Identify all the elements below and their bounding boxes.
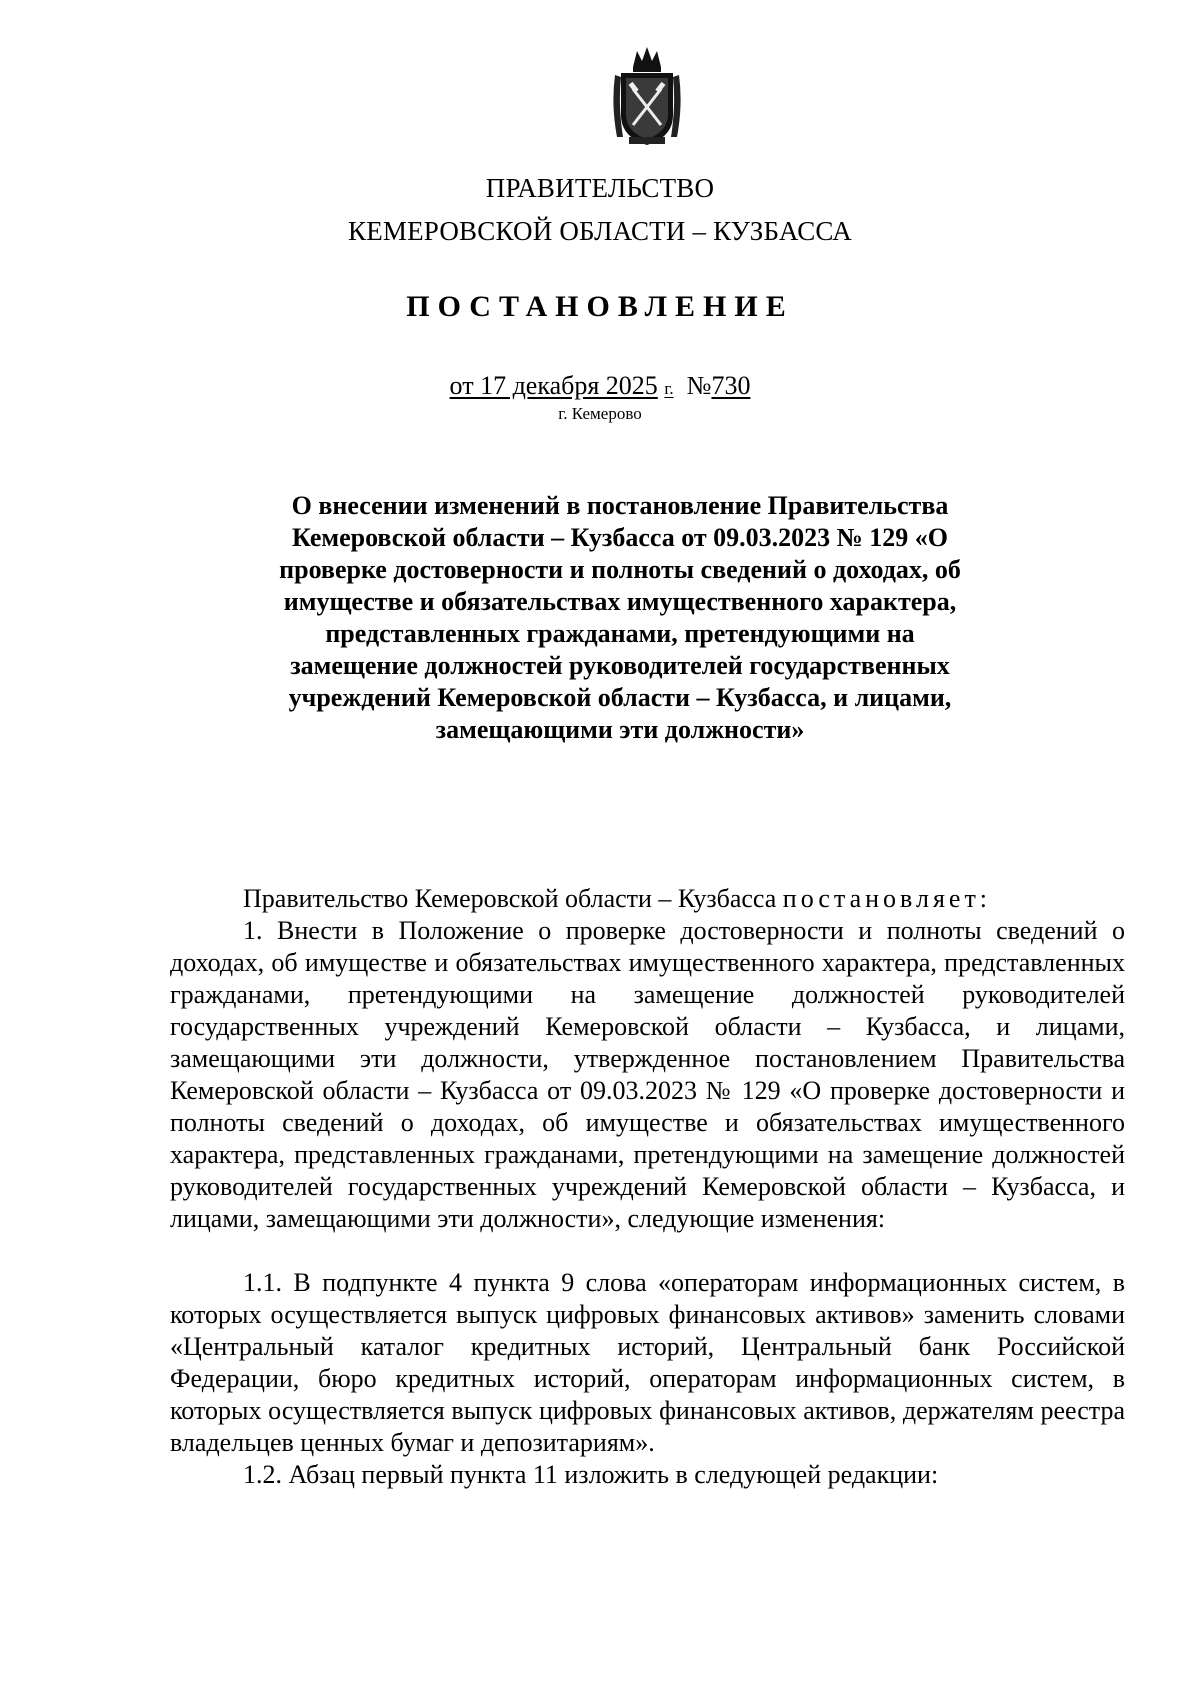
document-type: ПОСТАНОВЛЕНИЕ [406, 290, 794, 323]
preamble-verb: постановляет: [782, 884, 992, 913]
government-name-line1: ПРАВИТЕЛЬСТВО [485, 173, 715, 203]
preamble-text: Правительство Кемеровской области – Кузбасса [243, 884, 777, 913]
document-number: 730 [711, 371, 751, 400]
paragraph-1: 1. Внести в Положение о проверке достоверности и полноты сведений о доходах, об имуществе и обязательствах имущественного характера, представленных гражданами, претендующими на замещение должностей руководителей государственных учреждений Кемеровской области – Кузбасса, и лицами, замещающими эти должности, утвержденное постановлением Правительства Кемеровской области – Кузбасса от 09.03.2023 № 129 «О проверке достоверности и полноты сведений о доходах, об имуществе и обязательствах имущественного характера, представленных гражданами, претендующими на замещение должностей руководителей государственных учреждений Кемеровской области – Кузбасса, и лицами, замещающими эти должности», следующие изменения: [170, 916, 1125, 1233]
paragraph-1-1: 1.1. В подпункте 4 пункта 9 слова «операторам информационных систем, в которых осуществляется выпуск цифровых финансовых активов» заменить словами «Центральный каталог кредитных историй, Центральный банк Российской Федерации, бюро кредитных историй, операторам информационных систем, в которых осуществляется выпуск цифровых финансовых активов, держателям реестра владельцев ценных бумаг и депозитариям». [170, 1268, 1125, 1457]
year-suffix: г. [664, 379, 674, 398]
government-name-line2: КЕМЕРОВСКОЙ ОБЛАСТИ – КУЗБАССА [348, 216, 852, 246]
document-title: О внесении изменений в постановление Правительства Кемеровской области – Кузбасса от 09.03.2023 № 129 «О проверке достоверности и полноты сведений о доходах, об имуществе и обязательствах имущественного характера, представленных гражданами, претендующими на замещение должностей руководителей государственных учреждений Кемеровской области – Кузбасса, и лицами, замещающими эти должности» [279, 491, 961, 744]
preamble [170, 883, 1125, 915]
paragraph-1-2: 1.2. Абзац первый пункта 11 изложить в следующей редакции: [243, 1460, 939, 1489]
coat-of-arms-icon [609, 45, 685, 150]
document-date: от 17 декабря 2025 [449, 371, 658, 400]
date-number-line [0, 373, 1200, 399]
number-sign: № [686, 371, 712, 400]
city: г. Кемерово [558, 404, 642, 423]
